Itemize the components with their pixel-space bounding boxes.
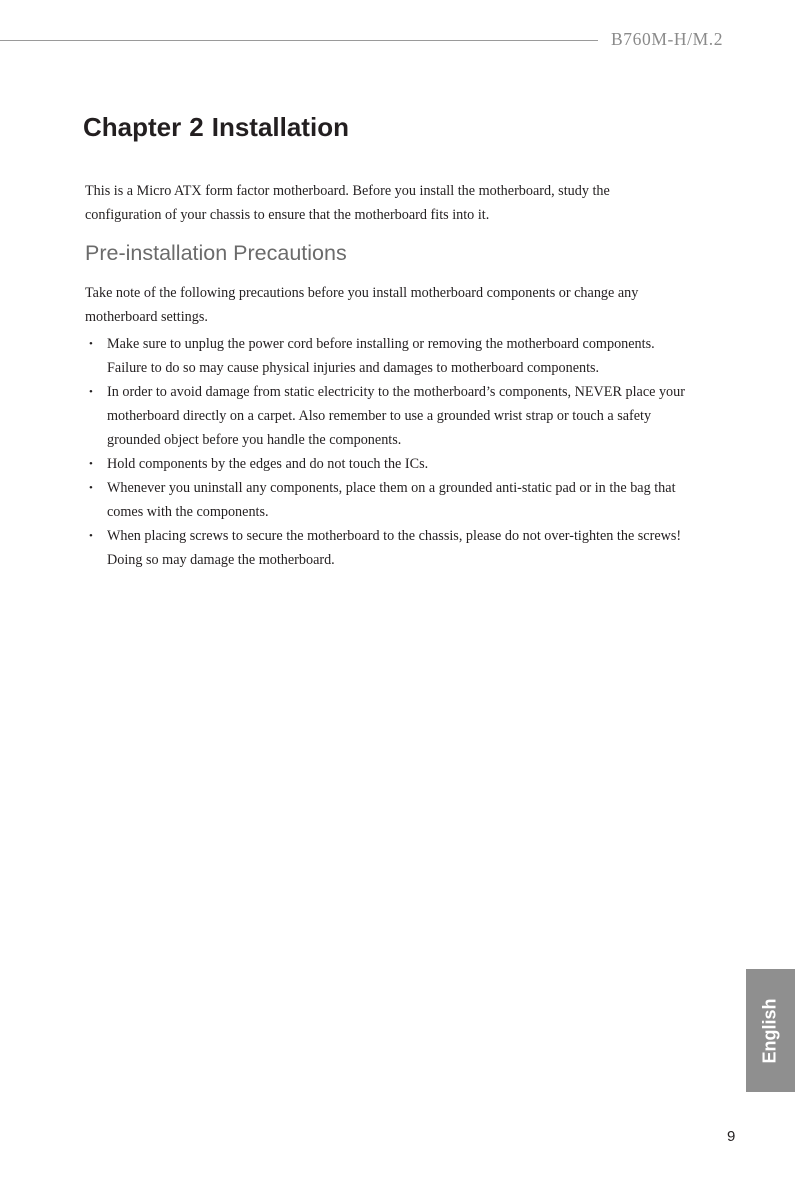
bullet-icon: • [89,386,93,398]
list-item [85,332,690,380]
language-side-tab [746,969,795,1092]
chapter-number: 2 [189,112,204,142]
list-item-text: When placing screws to secure the motherboard to the chassis, please do not over-tighten the screws! Doing so may damage the motherboard. [107,528,682,568]
list-item [85,452,690,476]
section-heading: Pre-installation Precautions [85,241,347,265]
list-item-text: Make sure to unplug the power cord before installing or removing the motherboard components. Failure to do so may cause physical injuries and damages to motherboard components. [107,336,655,376]
header-rule [0,40,598,41]
chapter-title [83,112,349,143]
list-item-text: Whenever you uninstall any components, place them on a grounded anti-static pad or in the bag that comes with the components. [107,480,676,520]
bullet-icon: • [89,458,93,470]
section-intro-paragraph: Take note of the following precautions before you install motherboard components or change any motherboard settings. [85,285,639,325]
page-number: 9 [727,1128,736,1145]
bullet-icon: • [89,482,93,494]
bullet-icon: • [89,338,93,350]
list-item [85,380,690,452]
precautions-list [85,332,690,572]
list-item-text: In order to avoid damage from static electricity to the motherboard’s components, NEVER place your motherboard directly on a carpet. Also remember to use a grounded wrist strap or touch a safety grounded object before you handle the components. [107,384,685,448]
model-name: B760M-H/M.2 [611,29,724,49]
chapter-label: Chapter [83,112,182,142]
language-tab-label: English [759,998,780,1064]
intro-paragraph: This is a Micro ATX form factor motherboard. Before you install the motherboard, study the configuration of your chassis to ensure that the motherboard fits into it. [85,183,610,223]
chapter-name: Installation [211,112,349,142]
bullet-icon: • [89,530,93,542]
list-item [85,476,690,524]
list-item-text: Hold components by the edges and do not touch the ICs. [107,456,429,472]
list-item [85,524,690,572]
